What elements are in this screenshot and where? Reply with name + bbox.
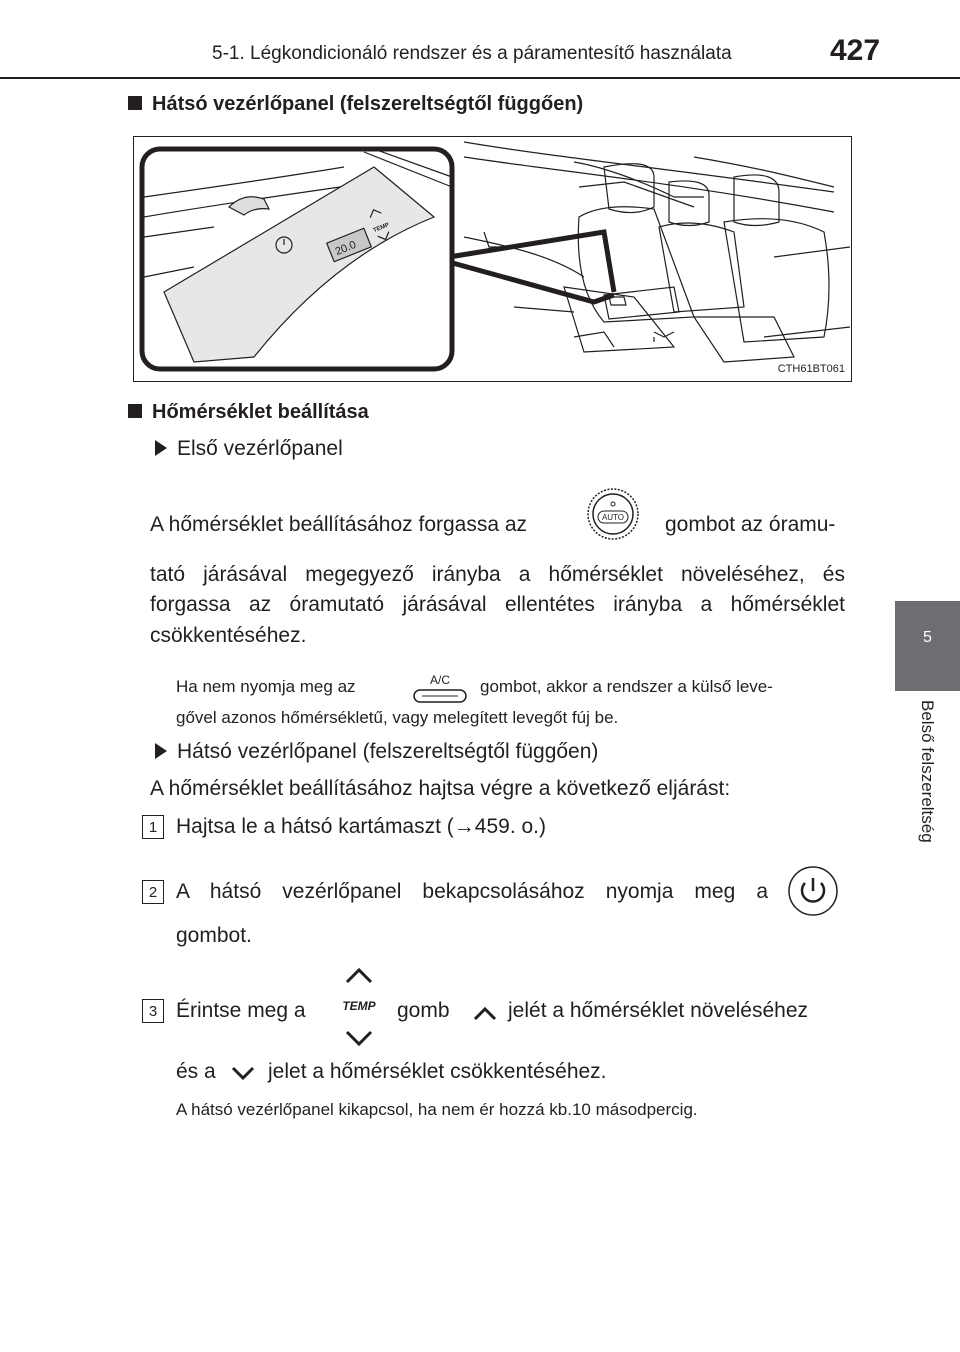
step-3-text-d: és a — [176, 1060, 216, 1083]
step-number: 2 — [142, 880, 164, 904]
front-text-line1a: A hőmérséklet beállításához forgassa az — [150, 513, 528, 536]
step-3-text-e: jelet a hőmérséklet csökkentéséhez. — [268, 1060, 607, 1083]
front-text-line2: tató járásával megegyező irányba a hőmérséklet növeléséhez, és — [150, 563, 845, 586]
step-3-text-b: gomb — [397, 999, 450, 1022]
chapter-title: Belső felszereltség — [918, 700, 937, 843]
rear-panel-heading: Hátsó vezérlőpanel (felszereltségtől függően) — [128, 93, 583, 116]
figure-code: CTH61BT061 — [777, 363, 845, 375]
procedure-intro: A hőmérséklet beállításához hajtsa végre a következő eljárást: — [150, 777, 731, 800]
step-1-text: Hajtsa le a hátsó kartámaszt (→459. o.) — [176, 815, 546, 838]
rear-panel-subheading: Hátsó vezérlőpanel (felszereltségtől függően) — [155, 740, 598, 764]
front-text-line3: forgassa az óramutató járásával ellentétes irányba a hőmérséklet — [150, 593, 845, 616]
header-rule — [0, 77, 960, 79]
chevron-down-icon — [228, 1063, 258, 1083]
chapter-tab — [895, 601, 960, 691]
rear-panel-figure — [133, 136, 852, 382]
step-3-text-c: jelét a hőmérséklet növeléséhez — [508, 999, 809, 1022]
final-note: A hátsó vezérlőpanel kikapcsol, ha nem ér hozzá kb.10 másodpercig. — [176, 1100, 698, 1119]
auto-label: AUTO — [601, 513, 625, 522]
panel-temp-label: TEMP — [372, 222, 391, 235]
square-bullet-icon — [128, 404, 142, 418]
car-interior-illustration — [134, 137, 850, 380]
triangle-bullet-icon — [155, 743, 167, 759]
ac-button-icon — [410, 670, 470, 706]
step-2-text-a: A hátsó vezérlőpanel bekapcsolásához nyomja meg a — [176, 880, 768, 903]
front-text-line4: csökkentéséhez. — [150, 624, 307, 647]
step-number: 3 — [142, 999, 164, 1023]
step-2-text-b: gombot. — [176, 924, 252, 947]
auto-knob-icon — [586, 487, 640, 541]
front-panel-subheading: Első vezérlőpanel — [155, 437, 343, 461]
temp-label: TEMP — [342, 999, 376, 1013]
chapter-number: 5 — [923, 629, 932, 646]
front-text-line1b: gombot az óramu- — [665, 513, 836, 536]
temp-button-icon — [335, 962, 383, 1062]
chapter-title-vertical — [893, 700, 953, 870]
running-header: 5-1. Légkondicionáló rendszer és a páramentesítő használata — [212, 43, 732, 64]
panel-display-text: 20.0 — [333, 238, 358, 259]
note-ac-line1a: Ha nem nyomja meg az — [176, 677, 356, 696]
step-number: 1 — [142, 815, 164, 839]
note-ac-line2: gővel azonos hőmérsékletű, vagy melegített levegőt fúj be. — [176, 708, 619, 727]
square-bullet-icon — [128, 96, 142, 110]
ac-label: A/C — [429, 673, 451, 687]
chevron-up-icon — [470, 1003, 500, 1023]
page-number: 427 — [830, 34, 881, 67]
note-ac-line1b: gombot, akkor a rendszer a külső leve- — [480, 677, 773, 696]
temperature-heading: Hőmérséklet beállítása — [128, 401, 369, 424]
step-3-text-a: Érintse meg a — [176, 999, 306, 1022]
power-button-icon — [786, 864, 840, 918]
triangle-bullet-icon — [155, 440, 167, 456]
